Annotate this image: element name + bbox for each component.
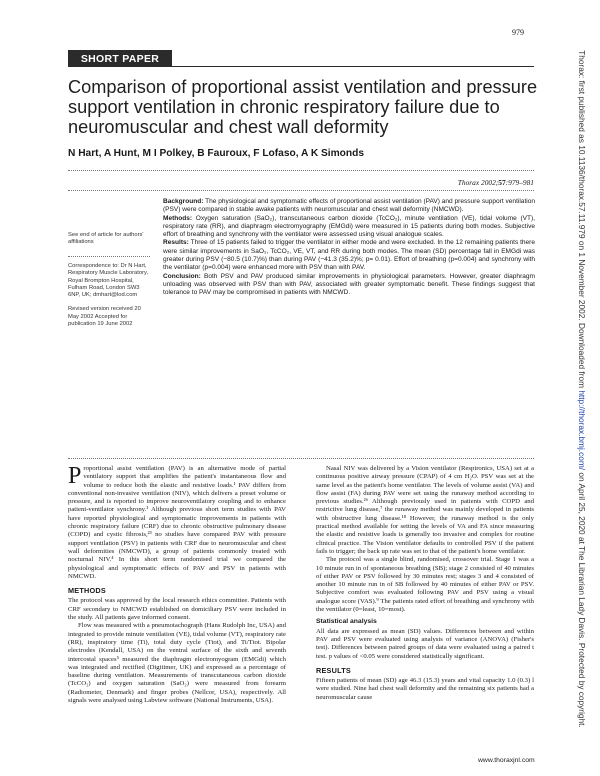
citation-journal: Thorax: [457, 178, 480, 187]
download-watermark: Thorax: first published as 10.1136/thorax.57.11.979 on 1 November 2002. Downloaded from http://thorax.bmj.com/ on April 25, 2020 at The Librarian Lady Davis. Protected by copyright.: [577, 50, 587, 728]
intro-paragraph: Proportional assist ventilation (PAV) is an alternative mode of partial ventilatory support that amplifies the patient's instantaneous flow and volume to reduce both the elastic and resistive loads.¹ PAV differs from conventional non-invasive ventilation (NIV), which delivers a preset volume or pressure, and is reported to improve neuroventilatory coupling and to enhance patient-ventilator synchrony.¹ Although previous short term studies with PAV have reported physiological and symptomatic improvements in patients with chronic respiratory failure (CRF) due to chronic obstructive pulmonary disease (COPD) and cystic fibrosis,²³ no studies have compared PAV with pressure support ventilation (PSV) in patients with CRF due to neuromuscular and chest wall deformities (NMCWD), a group of patients commonly treated with nocturnal NIV.⁴ In this short term randomised trial we compared the physiological and symptomatic effects of PAV and PSV in patients with NMCWD.: [68, 463, 286, 580]
statistics-heading: Statistical analysis: [316, 618, 377, 626]
abstract-methods: Methods: Oxygen saturation (SaO₂), transcutaneous carbon dioxide (TcCO₂), minute ventilation (VE), tidal volume (VT), respiratory rate (RR), and diaphragm electromyography (EMGdi) were measured in 15 patients during both modes. Subjective effort of breathing and synchrony with the ventilator were assessed using visual analogue scales.: [163, 214, 535, 239]
methods-paragraph: Flow was measured with a pneumotachograph (Hans Rudolph Inc, USA) and integrated to provide minute ventilation (VE), tidal volume (VT), respiratory rate (RR), inspiratory time (Ti), total duty cycle (Ttot), and Ti/Ttot. Bipolar electrodes (Kendall, USA) on the ventral surface of the sixth and seventh intercostal spaces⁵ measured the diaphragm electromyogram (EMGdi) which was integrated and rectified (Digitimer, UK) and expressed as a percentage of baseline during ventilation. Measurements of transcutaneous carbon dioxide (TcCO₂) and oxygen saturation (SaO₂) were measured from forearm (Radiometer, Denmark) and finger probes (Nellcor, USA), respectively. All signals were analysed using Labview software (National Instruments, USA).: [68, 622, 286, 705]
drop-cap: P: [68, 463, 82, 489]
citation-year: 2002;: [481, 178, 499, 187]
results-paragraph: Fifteen patients of mean (SD) age 46.3 (15.3) years and vital capacity 1.0 (0.3) l were studied. Nine had chest wall deformity and the remaining six patients had a neuromuscular cause: [316, 677, 534, 701]
citation-pages: :979–981: [505, 178, 534, 187]
abstract-results: Results: Three of 15 patients failed to trigger the ventilator in either mode and were excluded. In the 12 remaining patients there were similar improvements in SaO₂, TcCO₂, VE, VT, and RR during both modes. The mean (SD) percentage fall in EMGdi was greater during PSV (−80.5 (10.7)%) than during PAV (−41.3 (35.2)%; p= 0.01). Effort of breathing (p=0.004) and synchrony with the ventilator (p=0.004) were enhanced more with PSV than with PAV.: [163, 239, 536, 272]
methods-heading: METHODS: [68, 586, 106, 596]
citation-volume: 57: [498, 178, 506, 187]
body-column-right: [316, 465, 534, 702]
citation-divider: [68, 190, 534, 191]
sidebar-divider: [68, 256, 150, 257]
methods-paragraph: The protocol was approved by the local research ethics committee. Patients with CRF secondary to NMCWD established on domiciliary PSV were included in the study. All patients gave informed consent.: [68, 597, 286, 622]
abstract-conclusion: Conclusion: Both PSV and PAV produced similar improvements in physiological parameters. However, greater diaphragm unloading was observed with PSV than with PAV, associated with greater symptomatic benefit. These findings suggest that tolerance to PAV may be compromised in patients with NMCWD.: [163, 272, 535, 297]
banner-rule: [68, 66, 534, 67]
abstract-background: Background: The physiological and symptomatic effects of proportional assist ventilation (PAV) and pressure support ventilation (PSV) were compared in stable awake patients with neuromuscular and chest wall deformity (NMCWD).: [163, 198, 535, 214]
protocol-paragraph: The protocol was a single blind, randomised, crossover trial. Stage 1 was a 10 minute run in of spontaneous breathing (SB); stage 2 consisted of 40 minutes of either PAV or PSV followed by 30 minutes rest; stages 3 and 4 consisted of another 10 minute run in of SB followed by 40 minutes of either PAV or PSV. Subjective comfort was evaluated following PAV and PSV using a visual analogue score (VAS).⁹ The patients rated effort of breathing and synchrony with the ventilator (0=least, 10=most).: [316, 556, 534, 614]
article-title: Comparison of proportional assist ventilation and pressure support ventilation in chronic respiratory failure due to neuromuscular and chest wall deformity: [68, 77, 538, 137]
correspondence-block: [68, 263, 150, 335]
results-heading: RESULTS: [316, 665, 351, 675]
body-column-left: [68, 465, 286, 705]
manuscript-dates: Revised version received 20 May 2002 Accepted for publication 19 June 2002: [68, 306, 141, 328]
header-divider: [68, 170, 534, 171]
page-number: 979: [512, 28, 524, 37]
ventilation-paragraph: Nasal NIV was delivered by a Vision ventilator (Respironics, USA) set at a continuous positive airway pressure (CPAP) of 4 cm H₂O. PSV was set at the same level as the patient's home ventilator. The levels of volume assist (VA) and flow assist (FA) during PAV were set using the runaway method according to previous studies.²⁶ Although previously used in patients with COPD and restrictive lung disease,⁷ the runaway method was mainly developed in patients with obstructive lung disease.¹⁸ However, the runaway method is the only practical method available for setting the levels of VA and FA since measuring the elastic and resistive loads is generally too invasive and complex for routine clinical practice. The Vision ventilator defaults to controlled PSV if the patient fails to trigger; the back up rate was set to that of the patient's home ventilator.: [316, 465, 534, 555]
author-list: N Hart, A Hunt, M I Polkey, B Fauroux, F Lofaso, A K Simonds: [68, 148, 365, 159]
affiliations-note: See end of article for authors' affiliations: [68, 232, 144, 246]
correspondence-text: Correspondence to: Dr N Hart, Respiratory Muscle Laboratory, Royal Brompton Hospital, Fulham Road, London SW3 6NP, UK; dmhart@lod.com: [68, 263, 149, 299]
journal-url: www.thoraxjnl.com: [478, 757, 535, 764]
abstract-divider: [68, 458, 534, 459]
section-banner: SHORT PAPER: [68, 50, 172, 67]
statistics-paragraph: All data are expressed as mean (SD) values. Differences between and within PAV and PSV were evaluated using analysis of variance (ANOVA) (Fisher's test). Differences between paired groups of data were evaluated using a paired t test. p values of <0.05 were considered statistically significant.: [316, 627, 534, 660]
citation-line: [68, 178, 534, 187]
abstract: [163, 198, 535, 298]
watermark-link[interactable]: http://thorax.bmj.com/: [577, 390, 587, 471]
